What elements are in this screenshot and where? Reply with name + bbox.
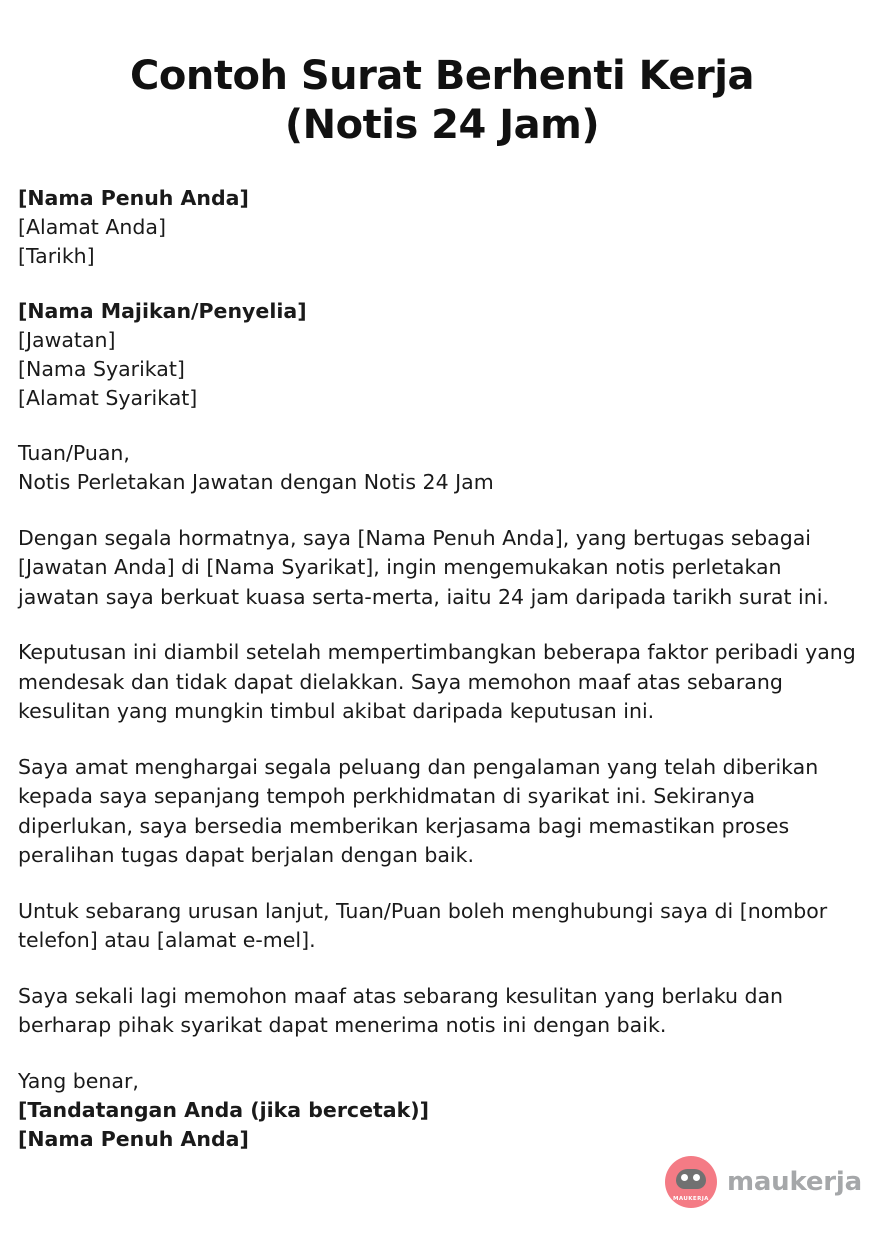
body-paragraph-3: Saya amat menghargai segala peluang dan pengalaman yang telah diberikan kepada saya sepanjang tempoh perkhidmatan di syarikat ini. Sekiranya diperlukan, saya bersedia memberikan kerjasama bagi memastikan proses peralihan tugas dapat berjalan dengan baik. <box>18 754 819 868</box>
recipient-company-address: [Alamat Syarikat] <box>18 386 198 411</box>
mark-label: MAUKERJA <box>673 1196 709 1202</box>
body-paragraph-4: Untuk sebarang urusan lanjut, Tuan/Puan boleh menghubungi saya di [nombor telefon] atau [alamat e-mel]. <box>18 898 828 953</box>
salutation-subject: Notis Perletakan Jawatan dengan Notis 24 Jam <box>18 470 494 495</box>
maukerja-mark-icon <box>665 1156 717 1208</box>
closing-name: [Nama Penuh Anda] <box>18 1127 249 1152</box>
sender-name: [Nama Penuh Anda] <box>18 185 249 210</box>
brand-logo <box>665 1156 862 1208</box>
mascot-face-icon <box>676 1169 706 1189</box>
body-paragraph-2: Keputusan ini diambil setelah mempertimbangkan beberapa faktor peribadi yang mendesak dan tidak dapat dielakkan. Saya memohon maaf atas sebarang kesulitan yang mungkin timbul akibat daripada keputusan ini. <box>18 640 856 724</box>
mascot-eye-right <box>693 1174 700 1181</box>
body-paragraph-1: Dengan segala hormatnya, saya [Nama Penuh Anda], yang bertugas sebagai [Jawatan Anda] di [Nama Syarikat], ingin mengemukakan notis perletakan jawatan saya berkuat kuasa serta-merta, iaitu 24 jam daripada tarikh surat ini. <box>18 525 829 609</box>
closing-signature: [Tandatangan Anda (jika bercetak)] <box>18 1097 429 1122</box>
sender-block <box>18 184 866 271</box>
mascot-eye-left <box>681 1174 688 1181</box>
page-title-line-1: Contoh Surat Berhenti Kerja <box>130 53 754 99</box>
sender-address: [Alamat Anda] <box>18 214 166 239</box>
recipient-block <box>18 297 866 413</box>
page-title <box>18 52 866 150</box>
closing-block <box>18 1067 866 1154</box>
brand-wordmark: maukerja <box>726 1167 862 1197</box>
closing-sign-off: Yang benar, <box>18 1068 139 1093</box>
recipient-position: [Jawatan] <box>18 328 116 353</box>
recipient-company: [Nama Syarikat] <box>18 357 185 382</box>
body-paragraph-5: Saya sekali lagi memohon maaf atas sebarang kesulitan yang berlaku dan berharap pihak syarikat dapat menerima notis ini dengan baik. <box>18 983 784 1038</box>
salutation-block <box>18 439 866 497</box>
salutation-greeting: Tuan/Puan, <box>18 441 130 466</box>
recipient-name: [Nama Majikan/Penyelia] <box>18 298 307 323</box>
sender-date: [Tarikh] <box>18 243 95 268</box>
page-title-line-2: (Notis 24 Jam) <box>284 101 600 148</box>
